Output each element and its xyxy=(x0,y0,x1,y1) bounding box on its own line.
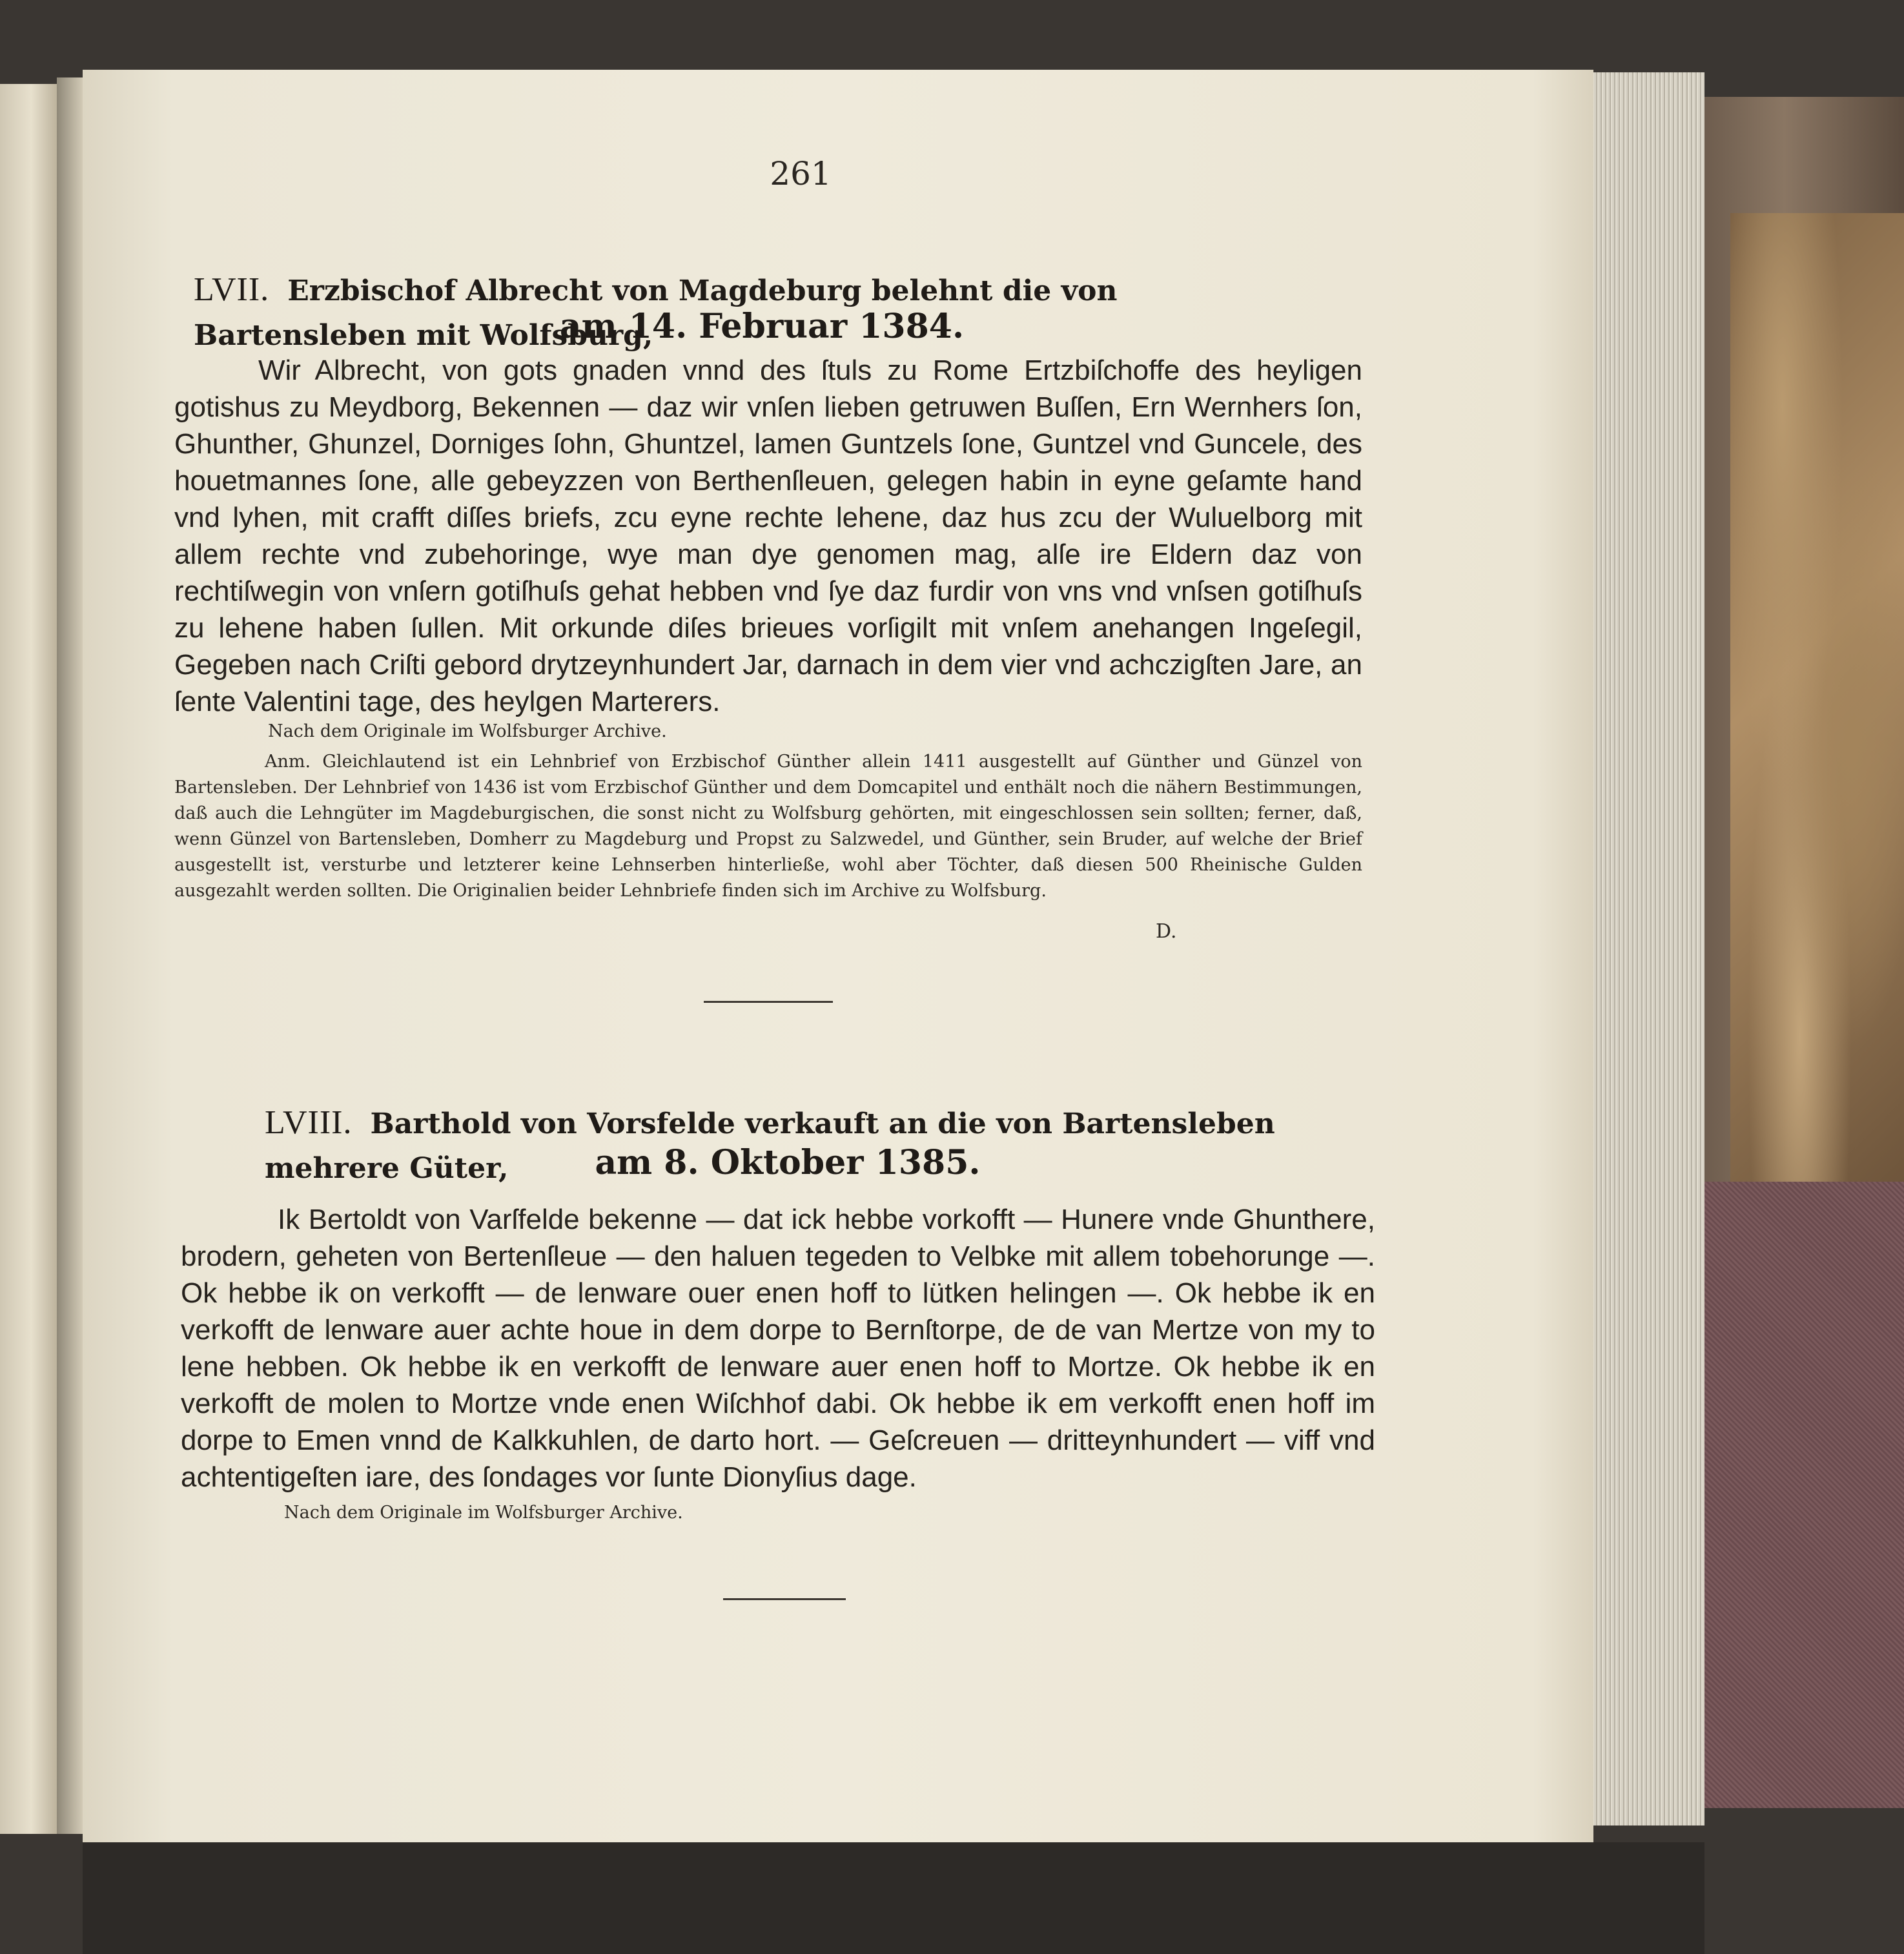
page-number: 261 xyxy=(770,155,832,192)
book-gutter xyxy=(57,77,83,1834)
section-number: LVIII. xyxy=(265,1104,353,1141)
section-number: LVII. xyxy=(194,271,270,308)
signature: D. xyxy=(1156,920,1177,943)
cloth-cover-binding xyxy=(1704,1182,1904,1808)
source-note: Nach dem Originale im Wolfsburger Archive. xyxy=(268,721,667,741)
source-note: Nach dem Originale im Wolfsburger Archive. xyxy=(284,1503,683,1523)
section-title: Erzbischof Albrecht von Magdeburg belehnt die von Bartensleben mit Wolfsburg, xyxy=(194,274,1118,352)
charter-text: Wir Albrecht, von gots gnaden vnnd des ſtuls zu Rome Ertzbiſchoffe des heyligen gotishus zu Meydborg, Bekennen — daz wir vnſen lieben getruwen Buſſen, Ern Wernhers ſon, Ghunther, Ghunzel, Dorniges ſohn, Ghuntzel, lamen Guntzels ſone, Guntzel vnd Guncele, des houetmannes ſone, alle gebeyzzen von Berthenſleuen, gelegen habin in eyne geſamte hand vnd lyhen, mit crafft diſſes briefs, zcu eyne rechte lehene, daz hus zcu der Wuluelborg mit allem rechte vnd zubehoringe, wye man dye genomen mag, alſe ire Eldern daz von rechtiſwegin von vnſern gotiſhuſs gehat hebben vnd ſye daz furdir von vns vnd vnſsen gotiſhuſs zu lehene haben ſullen. Mit orkunde diſes brieues vorſigilt mit vnſem anehangen Ingeſegil, Gegeben nach Criſti gebord drytzeynhundert Jar, darnach in dem vier vnd achczigſten Jare, an ſente Valentini tage, des heylgen Marterers. xyxy=(174,355,1362,717)
section-divider xyxy=(723,1598,846,1600)
page-block-edges xyxy=(1581,72,1704,1825)
section-date: am 14. Februar 1384. xyxy=(559,307,965,346)
charter-text: Ik Bertoldt von Varſfelde bekenne — dat ick hebbe vorkofft — Hunere vnde Ghunthere, brodern, geheten von Bertenſleue — den haluen tegeden to Velbke mit allem tobehorunge —. Ok hebbe ik on verkofft — de lenware ouer enen hoff to lütken helingen —. Ok hebbe ik en verkofft de lenware auer achte houe in dem dorpe to Bernſtorpe, de de van Mertze von my to lene hebben. Ok hebbe ik en verkofft de lenware auer enen hoff to Mortze. Ok hebbe ik en verkofft de molen to Mortze vnde enen Wiſchhof dabi. Ok hebbe ik em verkofft enen hoff im dorpe to Emen vnnd de Kalkkuhlen, de darto hort. — Geſcreuen — dritteynhundert — viff vnd achtentigeſten iare, des ſondages vor ſunte Dionyſius dage. xyxy=(181,1204,1375,1493)
left-page-edge xyxy=(0,84,57,1834)
section-title: Barthold von Vorsfelde verkauft an die von Bartensleben mehrere Güter, xyxy=(265,1107,1275,1185)
section-divider xyxy=(704,1001,833,1003)
section-date: am 8. Oktober 1385. xyxy=(595,1143,981,1182)
marbled-cover-paper xyxy=(1730,213,1904,1182)
background-shadow xyxy=(83,1842,1704,1954)
annotation-note: Anm. Gleichlautend ist ein Lehnbrief von Erzbischof Günther allein 1411 ausgestellt auf Günther und Günzel von Bartensleben. Der Lehnbrief von 1436 ist vom Erzbischof Günther und dem Domcapitel und enthält noch die nähern Bestimmungen, daß auch die Lehngüter im Magdeburgischen, die sonst nicht zu Wolfsburg gehörten, mit eingeschlossen sein sollten; ferner, daß, wenn Günzel von Bartensleben, Domherr zu Magdeburg und Propst zu Salzwedel, und Günther, sein Bruder, auf welche der Brief ausgestellt ist, versturbe und letzterer keine Lehnserben hinterließe, wohl aber Töchter, daß diesen 500 Rheinische Gulden ausgezahlt werden sollten. Die Originalien beider Lehnbriefe finden sich im Archive zu Wolfsburg. xyxy=(174,752,1362,901)
